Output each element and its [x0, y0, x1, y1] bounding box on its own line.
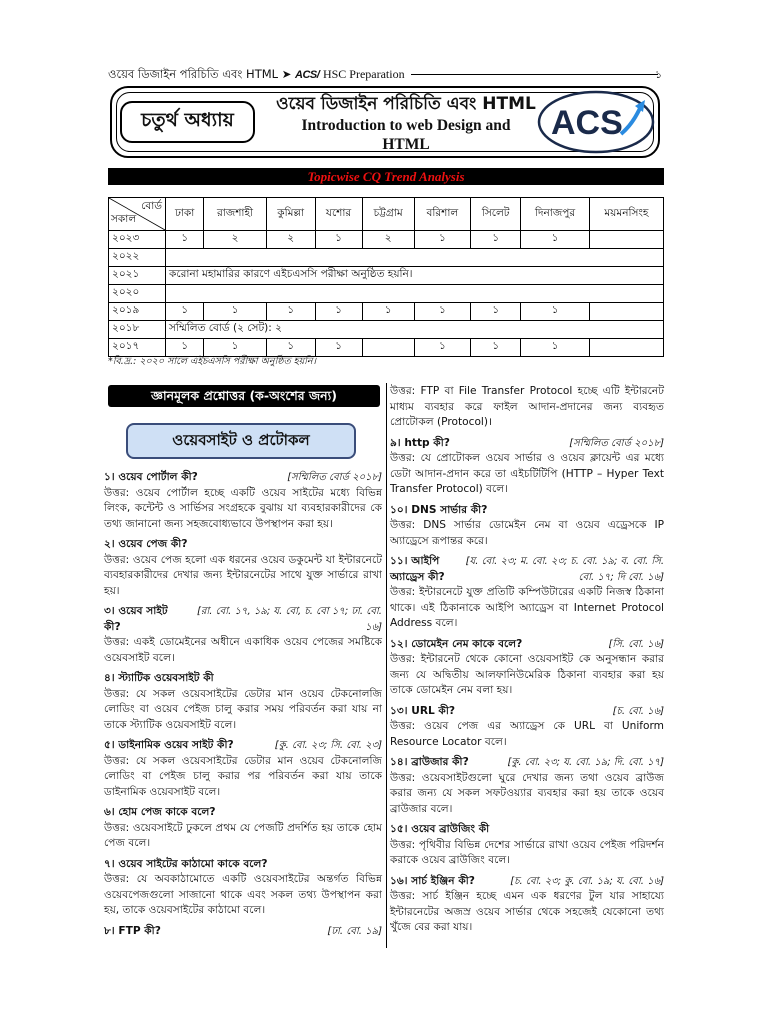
- chapter-label: চতুর্থ অধ্যায়: [120, 101, 255, 143]
- question: [104, 537, 382, 553]
- count-cell: ১: [266, 339, 315, 357]
- table-row: [109, 303, 664, 321]
- left-heading: জ্ঞানমূলক প্রশ্নোত্তর (ক-অংশের জন্য): [108, 385, 380, 407]
- question-text: ১৪। ব্রাউজার কী?: [390, 756, 469, 768]
- count-cell: ১: [315, 231, 362, 249]
- answer: উত্তর: ইন্টারনেট থেকে কোনো ওয়েবসাইট কে অনুসন্ধান করার জন্য যে অদ্বিতীয় আলফানিউমেরিক ঠিকানা ব্যবহার করা হয় তাকে ডোমেইন নেম বলা হয়।: [390, 653, 664, 696]
- board-reference: [য. বো. ২৩; ম. বো. ২৩; চ. বো. ১৯; ব. বো. সি. বো. ১৭; দি বো. ১৬]: [465, 556, 664, 583]
- question-text: ৮। FTP কী?: [104, 924, 161, 937]
- column-divider: [386, 383, 387, 948]
- header-suffix: HSC Preparation: [322, 67, 405, 81]
- count-cell: ১: [414, 339, 470, 357]
- count-cell: ২: [204, 231, 266, 249]
- qa-item: [104, 470, 382, 532]
- count-cell: ১: [521, 231, 589, 249]
- answer: উত্তর: FTP বা File Transfer Protocol হচ্ছে এটি ইন্টারনেট মাধ্যম ব্যবহার করে ফাইল আদান-প্রদানের জন্য ব্যবহৃত প্রোটোকল (Protocol)।: [390, 385, 664, 428]
- qa-item: [390, 436, 664, 498]
- merged-cell: সম্মিলিত বোর্ড (২ সেট): ২: [166, 321, 664, 339]
- count-cell: ১: [166, 303, 204, 321]
- count-cell: [589, 303, 663, 321]
- qa-item: [104, 857, 382, 919]
- board-reference: [ঢা. বো. ১৯]: [327, 925, 382, 937]
- acs-logo: [537, 90, 655, 154]
- answer: উত্তর: ওয়েব পেজ এর অ্যাড্রেস কে URL বা Uniform Resource Locator বলে।: [390, 720, 664, 748]
- question: [104, 470, 382, 486]
- answer: উত্তর: যে সকল ওয়েবসাইটের ডেটার মান ওয়েব টেকনোলজি লোডিং বা পেইজ চালু করার পর পরিবর্তন করা যায় তাকে ডাইনামিক ওয়েবসাইট বলে।: [104, 754, 382, 798]
- question: [104, 924, 382, 940]
- question: [104, 604, 382, 635]
- question-text: ৭। ওয়েব সাইটের কাঠামো কাকে বলে?: [104, 857, 268, 870]
- year-cell: ২০১৭: [109, 339, 166, 357]
- arrow-icon: ➤: [281, 67, 292, 81]
- board-reference: [রা. বো. ১৭, ১৯; য. বো, চ. বো ১৭; ঢা. বো. ১৬]: [196, 606, 382, 633]
- merged-cell: [166, 285, 664, 303]
- board-header: চট্টগ্রাম: [362, 198, 414, 231]
- page-number: ১: [655, 68, 663, 81]
- question: [390, 637, 664, 653]
- board-header: ঢাকা: [166, 198, 204, 231]
- answer: উত্তর: পৃথিবীর বিভিন্ন দেশের সার্ভারে রাখা ওয়েব পেইজ পরিদর্শন করাকে ওয়েব ব্রাউজিং বলে।: [390, 838, 664, 866]
- board-header: বরিশাল: [414, 198, 470, 231]
- cq-trend-table: [108, 197, 664, 357]
- corner-bottom: সকাল: [111, 213, 137, 225]
- board-reference: [কু. বো. ২৩; য. বো. ১৯; দি. বো. ১৭]: [507, 757, 664, 768]
- header-bn-title: ওয়েব ডিজাইন পরিচিতি এবং HTML: [108, 67, 279, 81]
- year-cell: ২০১৮: [109, 321, 166, 339]
- header-acs: ACS/: [295, 69, 320, 81]
- board-header: সিলেট: [470, 198, 520, 231]
- right-qa-list: [390, 384, 664, 941]
- count-cell: ২: [362, 231, 414, 249]
- table-row: [109, 231, 664, 249]
- question-text: ৯। http কী?: [390, 436, 450, 449]
- question: [104, 738, 382, 754]
- count-cell: [589, 231, 663, 249]
- count-cell: ১: [470, 339, 520, 357]
- question-text: ৬। হোম পেজ কাকে বলে?: [104, 806, 216, 818]
- question: [390, 755, 664, 771]
- qa-item: [390, 637, 664, 699]
- board-header: দিনাজপুর: [521, 198, 589, 231]
- question-text: ৪। স্ট্যাটিক ওয়েবসাইট কী: [104, 672, 214, 684]
- count-cell: ১: [266, 303, 315, 321]
- question-text: ১২। ডোমেইন নেম কাকে বলে?: [390, 637, 523, 650]
- question-text: ৩। ওয়েব সাইট কী?: [104, 605, 168, 633]
- table-row: [109, 267, 664, 285]
- section-title: ওয়েবসাইট ও প্রটোকল: [126, 423, 356, 459]
- board-reference: [চ. বো. ১৬]: [612, 705, 664, 717]
- qa-item: [104, 805, 382, 852]
- count-cell: ১: [166, 339, 204, 357]
- count-cell: ১: [204, 339, 266, 357]
- qa-item: [390, 554, 664, 632]
- question-text: ১৩। URL কী?: [390, 704, 456, 717]
- year-cell: ২০২০: [109, 285, 166, 303]
- qa-item: [104, 604, 382, 666]
- qa-item: [104, 924, 382, 940]
- question: [104, 805, 382, 821]
- board-reference: [সম্মিলিত বোর্ড ২০১৮]: [569, 437, 664, 449]
- count-cell: ১: [470, 303, 520, 321]
- answer: উত্তর: যে সকল ওয়েবসাইটের ডেটার মান ওয়েব টেকনোলজি লোডিং বা ওয়েব পেইজ চালু করার সময় পরিবর্তন করা যায় না তাকে স্ট্যাটিক ওয়েবসাইট বলে।: [104, 687, 382, 731]
- board-header: কুমিল্লা: [266, 198, 315, 231]
- question: [390, 436, 664, 452]
- merged-cell: [166, 249, 664, 267]
- left-qa-list: [104, 470, 382, 944]
- count-cell: ১: [315, 339, 362, 357]
- qa-item: [390, 755, 664, 817]
- board-reference: [সি. বো. ১৬]: [608, 638, 664, 650]
- table-row: [109, 285, 664, 303]
- qa-item: [390, 384, 664, 431]
- question: [390, 704, 664, 720]
- count-cell: ১: [521, 339, 589, 357]
- question-text: ১৬। সার্চ ইঞ্জিন কী?: [390, 874, 475, 887]
- board-reference: [কু. বো. ২৩; সি. বো. ২৩]: [274, 740, 382, 751]
- qa-item: [104, 671, 382, 733]
- table-row: [109, 339, 664, 357]
- question: [390, 554, 664, 585]
- question-text: ৫। ডাইনামিক ওয়েব সাইট কী?: [104, 739, 234, 751]
- merged-cell: করোনা মহামারির কারণে এইচএসসি পরীক্ষা অনুষ্ঠিত হয়নি।: [166, 267, 664, 285]
- question-text: ১৫। ওয়েব ব্রাউজিং কী: [390, 823, 490, 835]
- answer: উত্তর: ওয়েবসাইটগুলো ঘুরে দেখার জন্য তথা ওয়েব ব্রাউজ করার জন্য যে সকল সফটওয়্যার ব্যবহার করা হয় তাকে ওয়েব ব্রাউজার বলে।: [390, 771, 664, 815]
- count-cell: ১: [204, 303, 266, 321]
- footnote: *বি.দ্র.: ২০২০ সালে এইচএসসি পরীক্ষা অনুষ্ঠিত হয়নি।: [108, 356, 317, 367]
- count-cell: ১: [470, 231, 520, 249]
- year-cell: ২০২১: [109, 267, 166, 285]
- board-header: যশোর: [315, 198, 362, 231]
- answer: উত্তর: যে প্রোটোকল ওয়েব সার্ভার ও ওয়েব ক্লায়েন্ট এর মধ্যে ডেটা আদান-প্রদান করে তা এইচটিটিপি (HTTP – Hyper Text Transfer Protocol) বলে।: [390, 452, 664, 495]
- count-cell: ১: [315, 303, 362, 321]
- table-row: [109, 321, 664, 339]
- answer: উত্তর: একই ডোমেইনের অধীনে একাধিক ওয়েব পেজের সমষ্টিকে ওয়েবসাইট বলে।: [104, 636, 382, 664]
- qa-item: [390, 874, 664, 936]
- answer: উত্তর: ওয়েবসাইটে ঢুকলে প্রথম যে পেজটি প্রদর্শিত হয় তাকে হোম পেজ বলে।: [104, 821, 382, 849]
- count-cell: ১: [414, 303, 470, 321]
- count-cell: [589, 339, 663, 357]
- count-cell: ১: [414, 231, 470, 249]
- board-header: ময়মনসিংহ: [589, 198, 663, 231]
- year-cell: ২০১৯: [109, 303, 166, 321]
- qa-item: [104, 738, 382, 800]
- answer: উত্তর: ওয়েব পেজ হলো এক ধরনের ওয়েব ডকুমেন্ট যা ইন্টারনেটে ব্যবহারকারীদের দেখার জন্য ইন্টারনেটের সাথে যুক্ত সার্ভারে রাখা হয়।: [104, 553, 382, 597]
- qa-item: [390, 704, 664, 751]
- question-text: ২। ওয়েব পেজ কী?: [104, 538, 188, 550]
- question: [104, 671, 382, 687]
- chapter-title-bn: ওয়েব ডিজাইন পরিচিতি এবং HTML: [276, 94, 536, 114]
- qa-item: [390, 503, 664, 550]
- count-cell: [362, 339, 414, 357]
- qa-item: [390, 822, 664, 869]
- answer: উত্তর: ইন্টারনেটে যুক্ত প্রতিটি কম্পিউটারের একটি নিজস্ব ঠিকানা থাকে। এই ঠিকানাকে আইপি অ্যাড্রেস বা Internet Protocol Address বলে।: [390, 586, 664, 629]
- count-cell: ১: [521, 303, 589, 321]
- header-rule: [411, 74, 658, 75]
- answer: উত্তর: যে অবকাঠামোতে একটি ওয়েবসাইটের অন্তর্গত বিভিন্ন ওয়েবপেজগুলো সাজানো থাকে এবং সকল তথ্য উপস্থাপন করা হয়, তাকে ওয়েবসাইটের কাঠামো বলে।: [104, 873, 382, 916]
- question: [104, 857, 382, 873]
- trend-title: Topicwise CQ Trend Analysis: [108, 168, 664, 185]
- board-reference: [চ. বো. ২৩; কু. বো. ১৯; য. বো. ১৬]: [510, 875, 664, 887]
- question: [390, 503, 664, 519]
- question-text: ১০। DNS সার্ভার কী?: [390, 503, 488, 516]
- svg-text:ACS: ACS: [551, 104, 623, 142]
- table-row: [109, 249, 664, 267]
- running-header: [108, 66, 664, 84]
- board-reference: [সম্মিলিত বোর্ড ২০১৮]: [287, 472, 382, 483]
- question-text: ১। ওয়েব পোর্টাল কী?: [104, 471, 198, 483]
- table-corner-cell: [109, 198, 166, 231]
- qa-item: [104, 537, 382, 599]
- count-cell: ২: [266, 231, 315, 249]
- chapter-title-en: Introduction to web Design and HTML: [301, 117, 511, 153]
- year-cell: ২০২২: [109, 249, 166, 267]
- question-text: ১১। আইপি অ্যাড্রেস কী?: [390, 555, 445, 583]
- question: [390, 822, 664, 838]
- board-header: রাজশাহী: [204, 198, 266, 231]
- count-cell: ১: [166, 231, 204, 249]
- year-cell: ২০২৩: [109, 231, 166, 249]
- corner-top: বোর্ড: [141, 200, 162, 212]
- answer: উত্তর: সার্চ ইঞ্জিন হচ্ছে এমন এক ধরণের টুল যার সাহায্যে ইন্টারনেটের অজস্র ওয়েব সার্ভার থেকে সহজেই যেকোনো তথ্য খুঁজে বের করা যায়।: [390, 890, 664, 933]
- answer: উত্তর: DNS সার্ভার ডোমেইন নেম বা ওয়েব এড্রেসকে IP অ্যাড্রেসে রূপান্তর করে।: [390, 519, 664, 547]
- answer: উত্তর: ওয়েব পোর্টাল হচ্ছে একটি ওয়েব সাইটের মধ্যে বিভিন্ন লিংক, কন্টেন্ট ও সার্ভিসর সংগ্রহকে বুঝায় যা ব্যবহারকারীদের কে তথ্য জানানো জন্য সহজবোধ্যভাবে উপস্থাপন করা হয়।: [104, 486, 382, 530]
- count-cell: ১: [362, 303, 414, 321]
- question: [390, 874, 664, 890]
